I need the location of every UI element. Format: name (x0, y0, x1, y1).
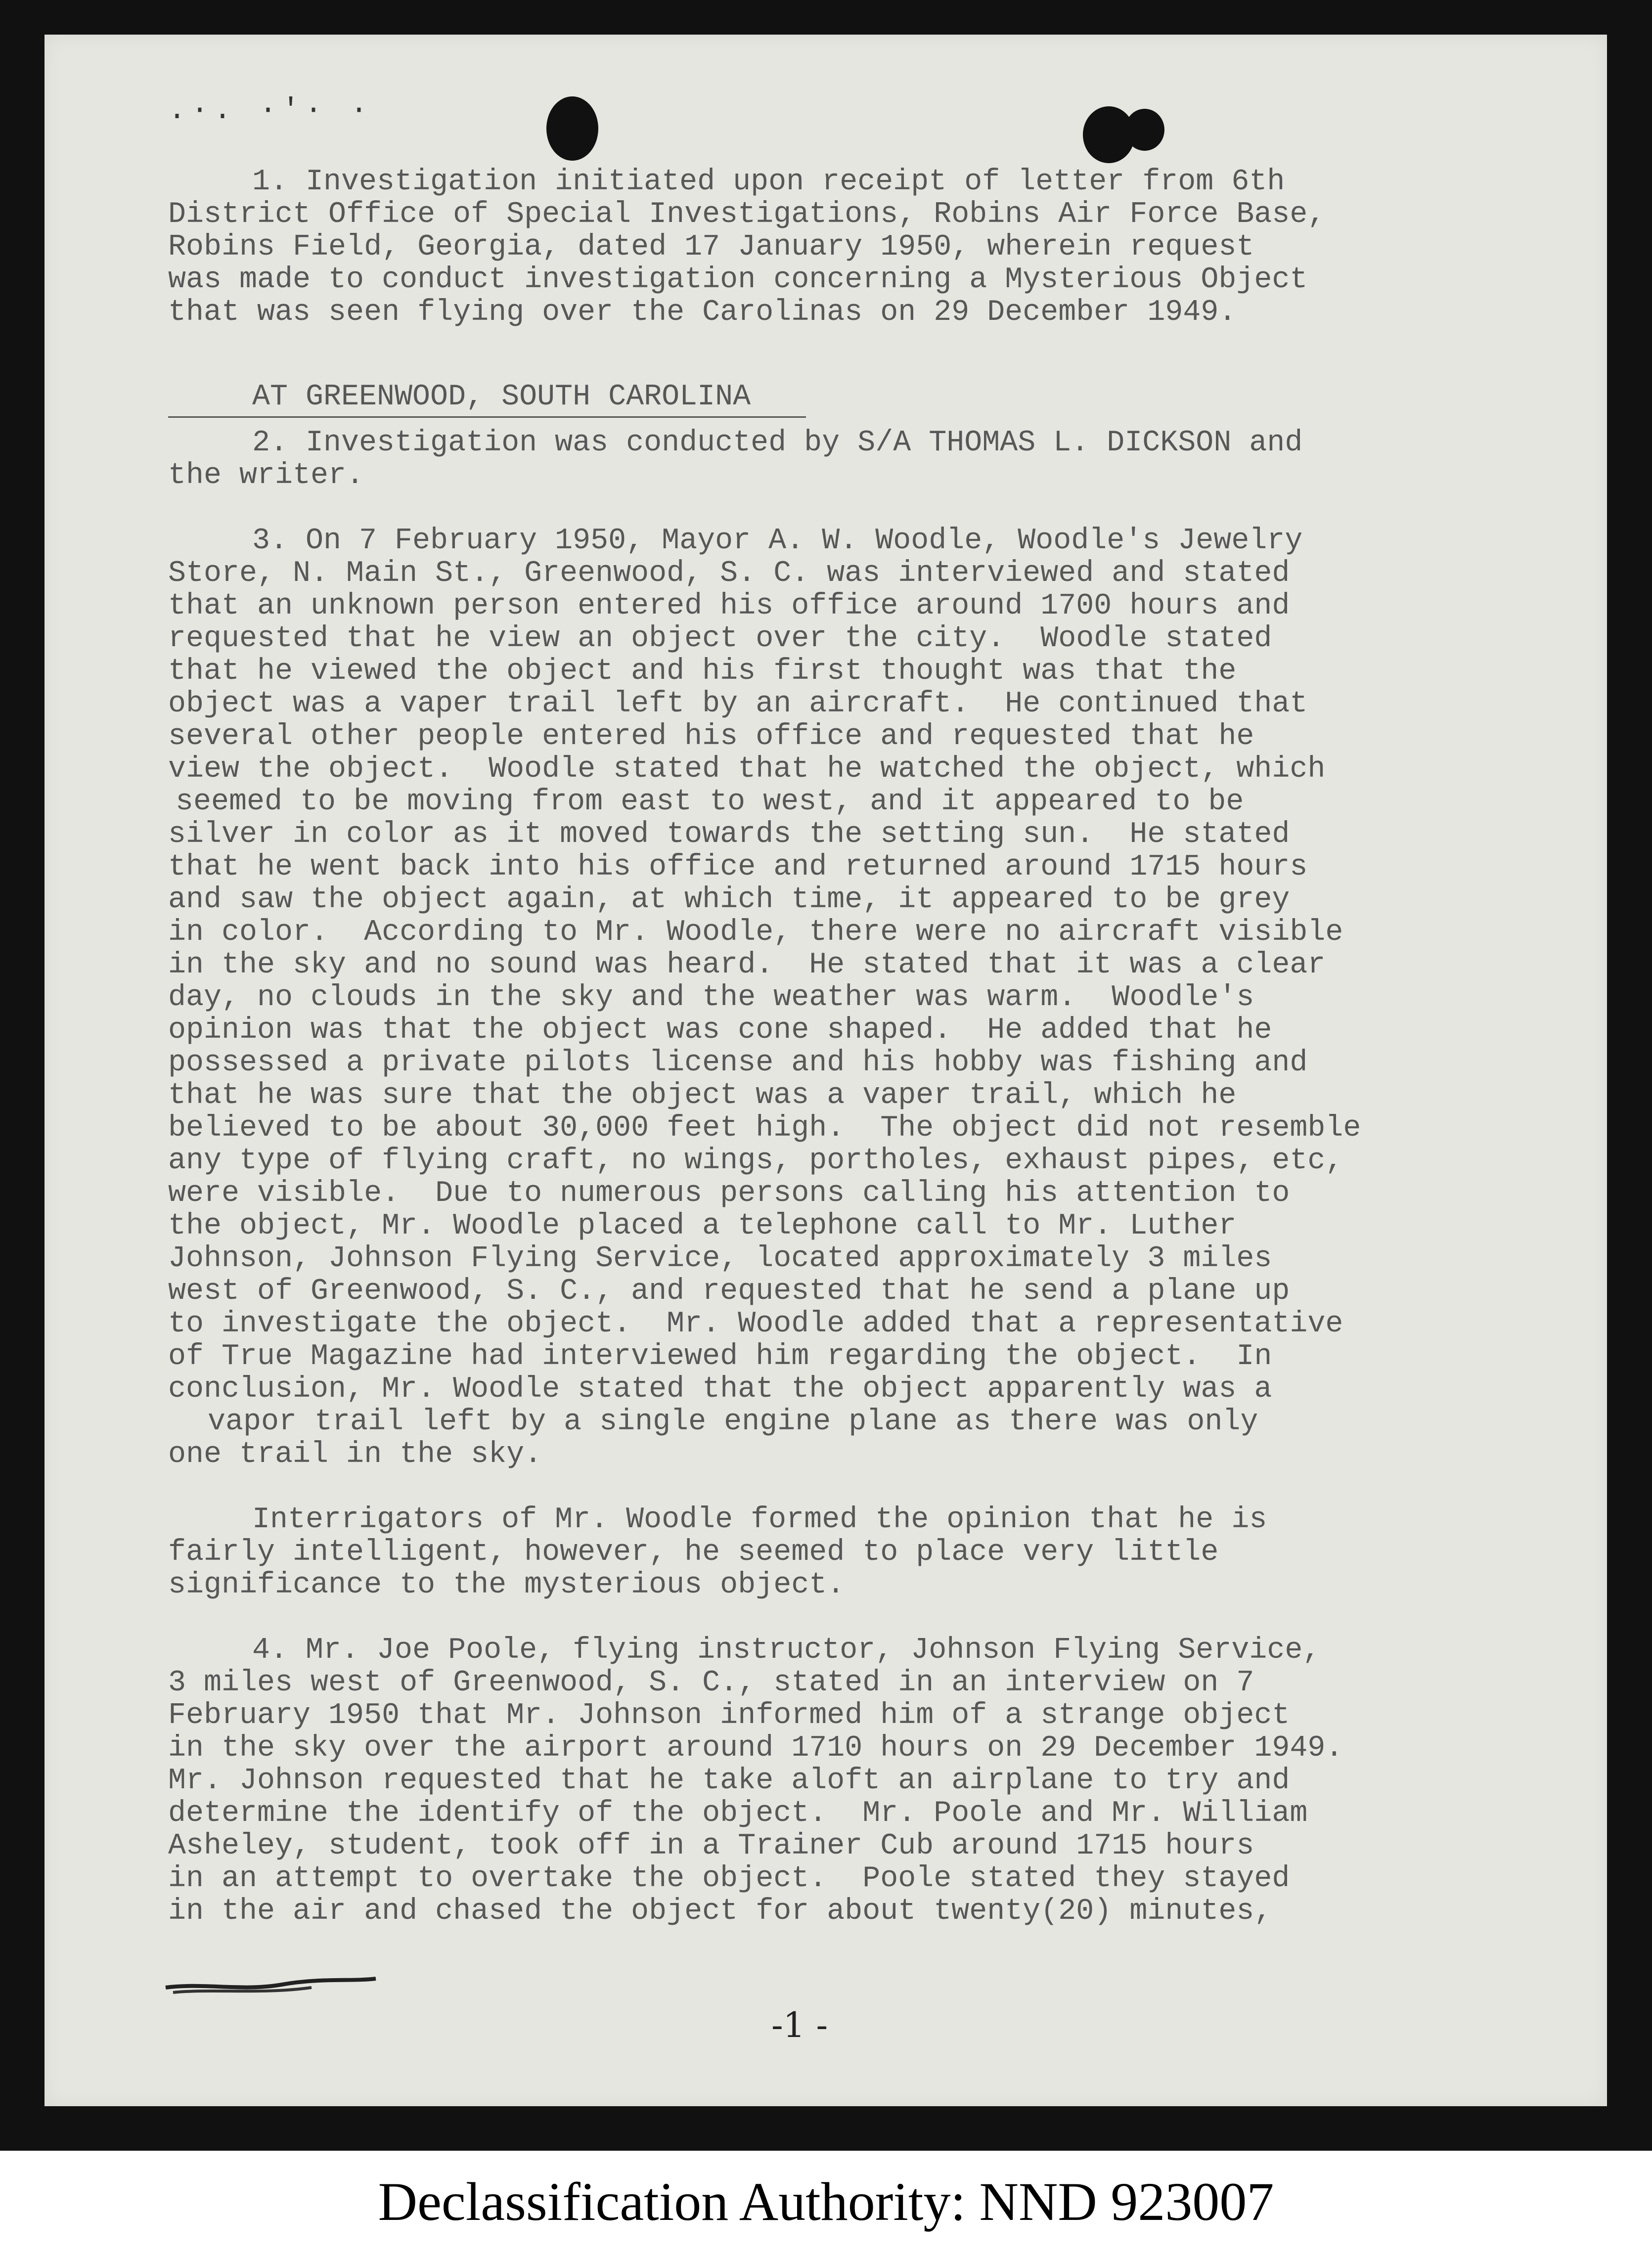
text-line: vapor trail left by a single engine plane as there was only (208, 1405, 1258, 1439)
text-line: view the object. Woodle stated that he watched the object, which (168, 752, 1326, 786)
text-line: Interrigators of Mr. Woodle formed the opinion that he is (252, 1503, 1267, 1537)
text-line: in an attempt to overtake the object. Poole stated they stayed (168, 1862, 1290, 1896)
text-line: Johnson, Johnson Flying Service, located approximately 3 miles (168, 1242, 1272, 1276)
speck-marks: .·. ·'· · (168, 94, 373, 128)
text-line: opinion was that the object was cone shaped. He added that he (168, 1014, 1272, 1047)
redaction-scribble (163, 1973, 381, 2002)
text-line: believed to be about 30,000 feet high. The object did not resemble (168, 1111, 1361, 1145)
text-line: Mr. Johnson requested that he take aloft an airplane to try and (168, 1764, 1290, 1798)
text-line: in the sky and no sound was heard. He stated that it was a clear (168, 948, 1326, 982)
text-line: February 1950 that Mr. Johnson informed him of a strange object (168, 1699, 1290, 1732)
text-line: 4. Mr. Joe Poole, flying instructor, Johnson Flying Service, (252, 1634, 1321, 1667)
text-line: that he viewed the object and his first thought was that the (168, 655, 1237, 688)
text-line: Asheley, student, took off in a Trainer Cub around 1715 hours (168, 1829, 1254, 1863)
text-line: fairly intelligent, however, he seemed to place very little (168, 1536, 1219, 1569)
text-line: the writer. (168, 459, 364, 492)
text-line: requested that he view an object over the city. Woodle stated (168, 622, 1272, 656)
text-line: conclusion, Mr. Woodle stated that the object apparently was a (168, 1372, 1272, 1406)
text-line: 2. Investigation was conducted by S/A THOMAS L. DICKSON and (252, 426, 1303, 460)
heading-underline (168, 416, 806, 418)
text-line: day, no clouds in the sky and the weather was warm. Woodle's (168, 981, 1254, 1015)
text-line: determine the identify of the object. Mr. Poole and Mr. William (168, 1797, 1308, 1830)
text-line: that he went back into his office and returned around 1715 hours (168, 850, 1308, 884)
text-line: significance to the mysterious object. (168, 1568, 845, 1602)
text-line: in the sky over the airport around 1710 hours on 29 December 1949. (168, 1731, 1343, 1765)
text-line: possessed a private pilots license and his hobby was fishing and (168, 1046, 1308, 1080)
text-line: any type of flying craft, no wings, portholes, exhaust pipes, etc, (168, 1144, 1343, 1178)
text-line: was made to conduct investigation concerning a Mysterious Object (168, 263, 1308, 297)
punch-hole-left (546, 96, 598, 161)
punch-hole-right-overlap (1125, 109, 1164, 151)
document-body (168, 166, 1523, 1928)
text-line: to investigate the object. Mr. Woodle added that a representative (168, 1307, 1343, 1341)
text-line: in color. According to Mr. Woodle, there were no aircraft visible (168, 916, 1343, 949)
text-line: Robins Field, Georgia, dated 17 January 1950, wherein request (168, 230, 1254, 264)
text-line: District Office of Special Investigations, Robins Air Force Base, (168, 198, 1326, 231)
text-line: that he was sure that the object was a vaper trail, which he (168, 1079, 1237, 1112)
page-number: -1 - (771, 2005, 828, 2045)
paragraph-3 (168, 525, 1523, 1471)
text-line: that was seen flying over the Carolinas on 29 December 1949. (168, 296, 1237, 329)
section-heading: AT GREENWOOD, SOUTH CAROLINA (252, 380, 751, 414)
paragraph-interrogators (168, 1504, 1523, 1601)
text-line: object was a vaper trail left by an aircraft. He continued that (168, 687, 1308, 721)
text-line: west of Greenwood, S. C., and requested that he send a plane up (168, 1275, 1290, 1308)
text-line: were visible. Due to numerous persons calling his attention to (168, 1177, 1290, 1210)
text-line: in the air and chased the object for about twenty(20) minutes, (168, 1895, 1272, 1928)
text-line: 1. Investigation initiated upon receipt of letter from 6th (252, 165, 1285, 199)
text-line: seemed to be moving from east to west, and it appeared to be (176, 785, 1244, 819)
text-line: the object, Mr. Woodle placed a telephone call to Mr. Luther (168, 1209, 1237, 1243)
text-line: 3 miles west of Greenwood, S. C., stated in an interview on 7 (168, 1666, 1254, 1700)
text-line: silver in color as it moved towards the setting sun. He stated (168, 818, 1290, 851)
paragraph-1 (168, 166, 1523, 329)
text-line: and saw the object again, at which time, it appeared to be grey (168, 883, 1290, 917)
text-line: several other people entered his office and requested that he (168, 720, 1254, 753)
text-line: one trail in the sky. (168, 1438, 542, 1471)
text-line: 3. On 7 February 1950, Mayor A. W. Woodle, Woodle's Jewelry (252, 524, 1303, 558)
text-line: of True Magazine had interviewed him regarding the object. In (168, 1340, 1272, 1373)
paragraph-4 (168, 1634, 1523, 1928)
paragraph-2 (168, 427, 1523, 492)
text-line: that an unknown person entered his office around 1700 hours and (168, 589, 1290, 623)
section-heading-block (168, 381, 751, 413)
declassification-footer: Declassification Authority: NND 923007 (378, 2171, 1274, 2232)
text-line: Store, N. Main St., Greenwood, S. C. was interviewed and stated (168, 557, 1290, 590)
